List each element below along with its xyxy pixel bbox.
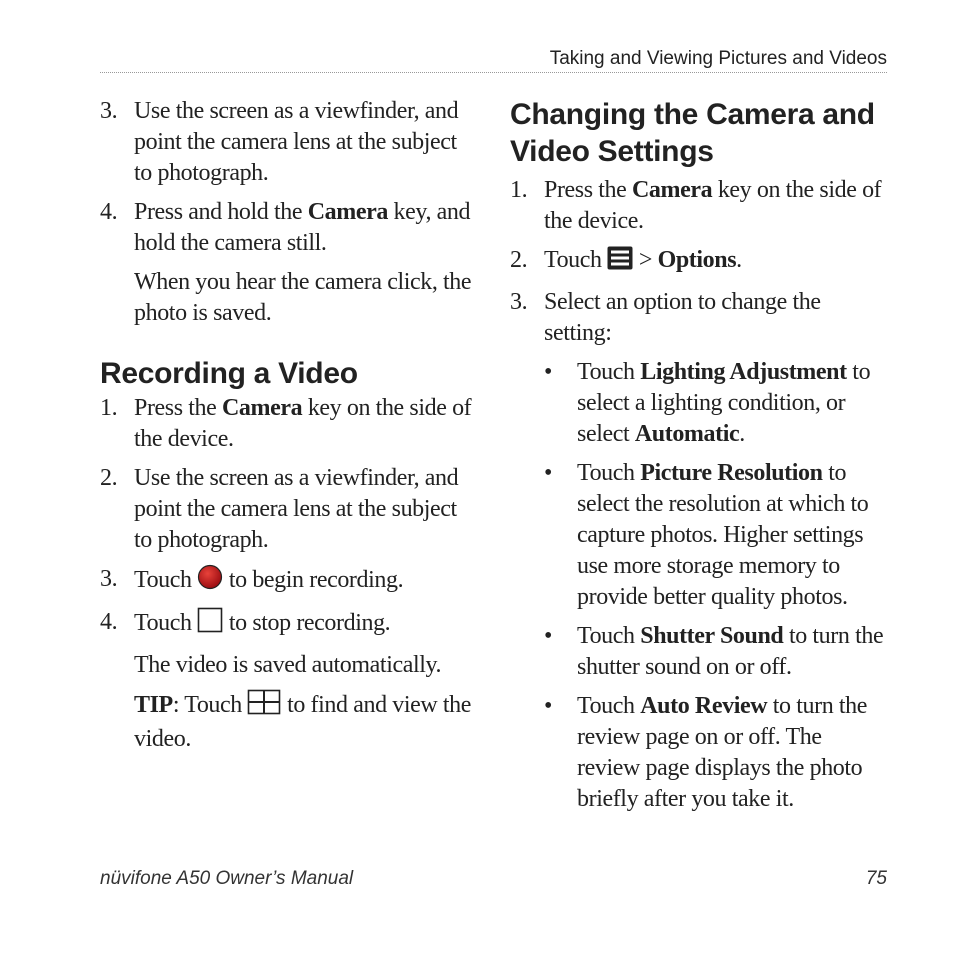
step-number: 3.	[100, 98, 118, 124]
menu-item-name: Options	[657, 247, 737, 273]
settings-step-3	[510, 287, 888, 349]
step-text: Select an option to change the setting:	[544, 289, 821, 346]
step-text: key, and hold the camera still.	[134, 199, 471, 256]
option-text: Touch	[577, 693, 641, 719]
gallery-icon	[247, 689, 281, 724]
footer-manual-title: nüvifone A50 Owner’s Manual	[100, 868, 354, 889]
step-number: 2.	[510, 247, 528, 273]
step-number: 4.	[100, 199, 118, 225]
running-header: Taking and Viewing Pictures and Videos	[549, 48, 887, 69]
option-name: Auto Review	[640, 693, 768, 719]
option-resolution	[510, 458, 888, 613]
step-number: 3.	[100, 566, 118, 592]
step-text: Touch	[134, 567, 198, 593]
option-text: .	[739, 421, 745, 447]
step-text: Use the screen as a viewfinder, and point the camera lens at the subject to photograph.	[134, 465, 459, 553]
settings-step-2	[510, 245, 888, 279]
menu-icon	[607, 246, 633, 279]
photo-step-3	[100, 96, 472, 189]
tip-text: to find and view the video.	[134, 692, 472, 752]
step-text: Press the	[544, 177, 632, 203]
photo-saved-note: When you hear the camera click, the photo is saved.	[134, 269, 472, 326]
option-lighting	[510, 357, 888, 450]
settings-step-1	[510, 175, 888, 237]
video-step-1	[100, 393, 472, 455]
photo-steps-list	[100, 96, 472, 259]
step-text: Touch	[544, 247, 608, 273]
option-text: Touch	[577, 623, 641, 649]
option-auto-review	[510, 691, 888, 815]
option-text: to select the resolution at which to capture photos. Higher settings use more storage memory to provide better quality photos.	[577, 460, 869, 610]
bullet: •	[544, 623, 553, 649]
section-title-recording: Recording a Video	[100, 357, 358, 390]
tip-text: : Touch	[172, 692, 248, 718]
step-text: Use the screen as a viewfinder, and point the camera lens at the subject to photograph.	[134, 98, 459, 186]
tip-label: TIP	[134, 692, 173, 718]
video-step-3	[100, 564, 472, 599]
video-saved-note: The video is saved automatically.	[134, 652, 442, 678]
step-text: Press the	[134, 395, 222, 421]
section-title-settings: Changing the Camera and Video Settings	[510, 98, 875, 168]
option-name: Lighting Adjustment	[640, 359, 847, 385]
step-text: Touch	[134, 610, 198, 636]
settings-steps-list	[510, 175, 888, 349]
step-text: to begin recording.	[223, 567, 404, 593]
photo-step-4	[100, 197, 472, 259]
step-text: to stop recording.	[223, 610, 391, 636]
key-name: Camera	[222, 395, 303, 421]
tip-note	[100, 689, 472, 755]
step-text: .	[736, 247, 742, 273]
step-text: key on the side of the device.	[544, 177, 882, 234]
right-column	[510, 96, 888, 823]
step-number: 2.	[100, 465, 118, 491]
stop-icon	[197, 607, 223, 642]
option-shutter	[510, 621, 888, 683]
step-number: 3.	[510, 289, 528, 315]
option-text: Touch	[577, 460, 641, 486]
bullet: •	[544, 460, 553, 486]
video-step-2	[100, 463, 472, 556]
record-icon	[197, 564, 223, 599]
video-step-4	[100, 607, 472, 642]
option-text: to turn the shutter sound on or off.	[577, 623, 884, 680]
bullet: •	[544, 359, 553, 385]
key-name: Camera	[632, 177, 713, 203]
left-column	[100, 96, 472, 755]
option-name: Shutter Sound	[640, 623, 784, 649]
key-name: Camera	[307, 199, 388, 225]
header-rule	[100, 72, 887, 73]
option-value: Automatic	[634, 421, 740, 447]
option-text: Touch	[577, 359, 641, 385]
option-text: to turn the review page on or off. The review page displays the photo briefly after you take it.	[577, 693, 868, 812]
settings-options-list	[510, 357, 888, 815]
step-number: 4.	[100, 609, 118, 635]
video-steps-list	[100, 393, 472, 642]
option-text: to select a lighting condition, or select	[577, 359, 871, 447]
bullet: •	[544, 693, 553, 719]
step-text: Press and hold the	[134, 199, 308, 225]
option-name: Picture Resolution	[640, 460, 823, 486]
step-text: key on the side of the device.	[134, 395, 472, 452]
step-number: 1.	[100, 395, 118, 421]
step-number: 1.	[510, 177, 528, 203]
page-number: 75	[865, 868, 887, 889]
separator: >	[633, 247, 658, 273]
